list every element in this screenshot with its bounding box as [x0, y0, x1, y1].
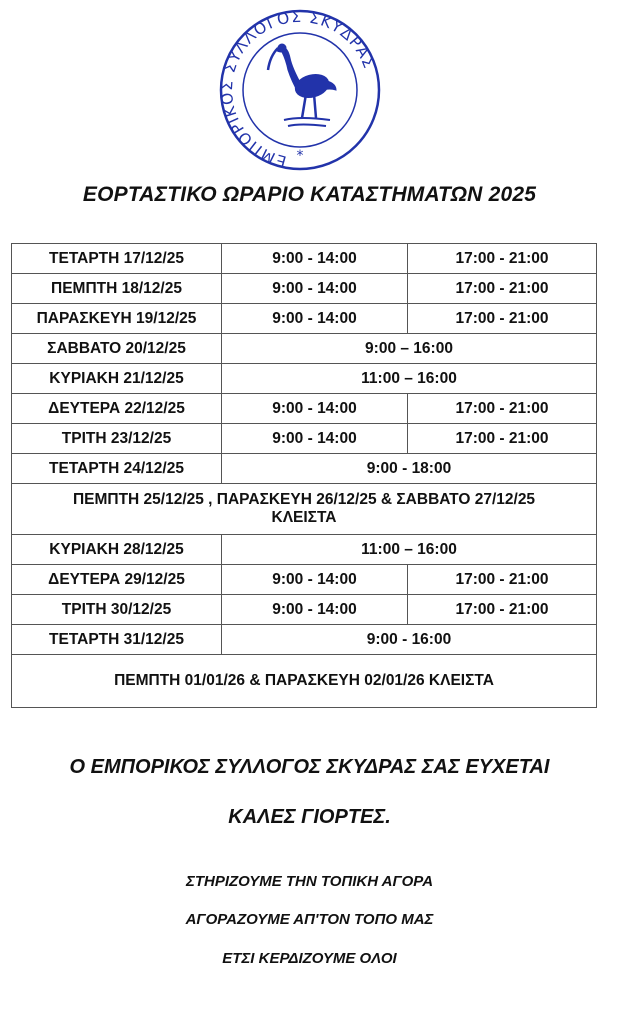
- day-cell: ΤΡΙΤΗ 23/12/25: [12, 424, 222, 454]
- table-row: [12, 625, 597, 655]
- evening-hours-cell: 17:00 - 21:00: [408, 565, 597, 595]
- association-logo: [218, 8, 382, 172]
- evening-hours-cell: 17:00 - 21:00: [408, 274, 597, 304]
- day-cell: ΠΕΜΠΤΗ 18/12/25: [12, 274, 222, 304]
- closed-notice-line-1: ΠΕΜΠΤΗ 25/12/25 , ΠΑΡΑΣΚΕΥΗ 26/12/25 & ΣΑΒΒΑΤΟ 27/12/25: [72, 491, 536, 508]
- table-row: [12, 364, 597, 394]
- table-row: [12, 595, 597, 625]
- hours-cell: 9:00 – 16:00: [222, 334, 597, 364]
- stork-icon: [218, 8, 382, 172]
- morning-hours-cell: 9:00 - 14:00: [222, 244, 408, 274]
- svg-text:ΕΜΠΟΡΙΚΟΣ ΣΥΛΛΟΓΟΣ ΣΚΥΔΡΑΣ: ΕΜΠΟΡΙΚΟΣ ΣΥΛΛΟΓΟΣ ΣΚΥΔΡΑΣ: [218, 8, 379, 171]
- slogan-3: ΕΤΣΙ ΚΕΡΔΙΖΟΥΜΕ ΟΛΟΙ: [222, 950, 397, 967]
- evening-hours-cell: 17:00 - 21:00: [408, 244, 597, 274]
- morning-hours-cell: 9:00 - 14:00: [222, 424, 408, 454]
- day-cell: ΤΕΤΑΡΤΗ 24/12/25: [12, 454, 222, 484]
- table-row: [12, 454, 597, 484]
- day-cell: ΠΑΡΑΣΚΕΥΗ 19/12/25: [12, 304, 222, 334]
- hours-cell: 11:00 – 16:00: [222, 364, 597, 394]
- table-row: [12, 484, 597, 535]
- table-row: [12, 334, 597, 364]
- closed-notice-cell: [12, 484, 597, 535]
- svg-text:*: *: [296, 148, 304, 164]
- table-row: [12, 655, 597, 708]
- evening-hours-cell: 17:00 - 21:00: [408, 424, 597, 454]
- table-row: [12, 274, 597, 304]
- evening-hours-cell: 17:00 - 21:00: [408, 595, 597, 625]
- closed-notice-cell: ΠΕΜΠΤΗ 01/01/26 & ΠΑΡΑΣΚΕΥΗ 02/01/26 ΚΛΕΙΣΤΑ: [12, 655, 597, 708]
- table-row: [12, 394, 597, 424]
- hours-cell: 9:00 - 16:00: [222, 625, 597, 655]
- slogan-1: ΣΤΗΡΙΖΟΥΜΕ ΤΗΝ ΤΟΠΙΚΗ ΑΓΟΡΑ: [185, 873, 434, 890]
- day-cell: ΣΑΒΒΑΤΟ 20/12/25: [12, 334, 222, 364]
- evening-hours-cell: 17:00 - 21:00: [408, 394, 597, 424]
- table-row: [12, 565, 597, 595]
- morning-hours-cell: 9:00 - 14:00: [222, 304, 408, 334]
- morning-hours-cell: 9:00 - 14:00: [222, 565, 408, 595]
- morning-hours-cell: 9:00 - 14:00: [222, 394, 408, 424]
- table-row: [12, 304, 597, 334]
- hours-cell: 11:00 – 16:00: [222, 535, 597, 565]
- slogan-2: ΑΓΟΡΑΖΟΥΜΕ ΑΠ'ΤΟΝ ΤΟΠΟ ΜΑΣ: [185, 911, 434, 928]
- day-cell: ΔΕΥΤΕΡΑ 22/12/25: [12, 394, 222, 424]
- evening-hours-cell: 17:00 - 21:00: [408, 304, 597, 334]
- greeting-line-2: ΚΑΛΕΣ ΓΙΟΡΤΕΣ.: [228, 806, 391, 828]
- schedule-table: [11, 243, 597, 708]
- day-cell: ΚΥΡΙΑΚΗ 21/12/25: [12, 364, 222, 394]
- day-cell: ΤΕΤΑΡΤΗ 17/12/25: [12, 244, 222, 274]
- day-cell: ΚΥΡΙΑΚΗ 28/12/25: [12, 535, 222, 565]
- morning-hours-cell: 9:00 - 14:00: [222, 274, 408, 304]
- page-title: ΕΟΡΤΑΣΤΙΚΟ ΩΡΑΡΙΟ ΚΑΤΑΣΤΗΜΑΤΩΝ 2025: [82, 183, 537, 206]
- hours-cell: 9:00 - 18:00: [222, 454, 597, 484]
- day-cell: ΤΕΤΑΡΤΗ 31/12/25: [12, 625, 222, 655]
- table-row: [12, 424, 597, 454]
- table-row: [12, 244, 597, 274]
- day-cell: ΔΕΥΤΕΡΑ 29/12/25: [12, 565, 222, 595]
- morning-hours-cell: 9:00 - 14:00: [222, 595, 408, 625]
- greeting-line-1: Ο ΕΜΠΟΡΙΚΟΣ ΣΥΛΛΟΓΟΣ ΣΚΥΔΡΑΣ ΣΑΣ ΕΥΧΕΤΑΙ: [69, 756, 550, 778]
- table-row: [12, 535, 597, 565]
- closed-notice-line-2: ΚΛΕΙΣΤΑ: [271, 509, 337, 526]
- day-cell: ΤΡΙΤΗ 30/12/25: [12, 595, 222, 625]
